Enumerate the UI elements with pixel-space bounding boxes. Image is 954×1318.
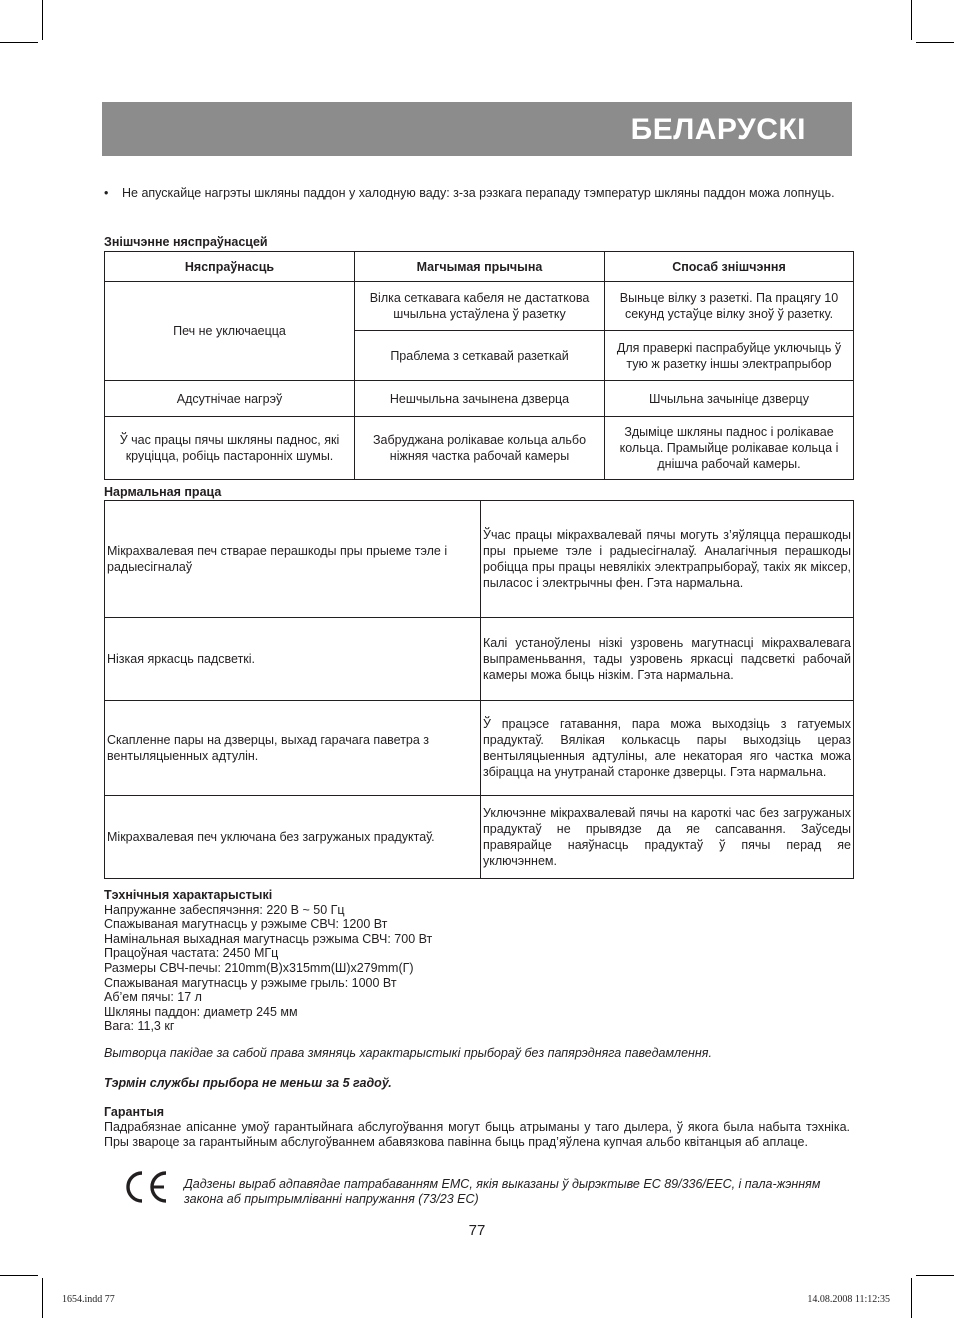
situation-cell: Скапленне пары на дзверцы, выхад гарачага паветра з вентыляцыенных адтулін.	[105, 701, 481, 796]
explanation-cell: Ўчас працы мікрахвалевай пячы могуть з’яўляцца перашкоды пры прыеме тэле і радыесігналаў. Аналагічныя перашкоды робіцца пры працы невялікіх электрапрыбораў, такіх як міксер, пыласос і электрычны фен. Гэта нармальна.	[481, 501, 854, 618]
spec-line: Напружанне забеспячэння: 220 В ~ 50 Гц	[104, 902, 345, 917]
spec-line: Спажываная магутнасць у рэжыме грыль: 1000 Вт	[104, 975, 397, 990]
table-row	[105, 501, 854, 618]
crop-mark	[916, 42, 954, 43]
situation-cell: Мікрахвалевая печ стварае перашкоды пры прыеме тэле і радыесігналаў	[105, 501, 481, 618]
solution-cell: Здыміце шкляны паднос і ролікавае кольца. Прамыйце ролікавае кольца і днішча рабочай камеры.	[605, 417, 854, 480]
solution-cell: Для праверкі паспрабуйце уключыць ў тую ж разетку іншы электрапрыбор	[605, 331, 854, 381]
crop-mark	[42, 0, 43, 40]
specifications	[104, 888, 850, 1034]
table-row	[105, 796, 854, 879]
explanation-cell: Уключэнне мікрахвалевай пячы на кароткі час без загружаных прадуктаў не прывядзе да яе сапсавання. Заўседы правярайце наяўнасць прадуктаў ў пячы перад яе уключэннем.	[481, 796, 854, 879]
problem-cell: Адсутнічае нагрэў	[105, 381, 355, 417]
normal-operation-table	[104, 500, 854, 879]
page-number: 77	[468, 1222, 486, 1239]
cause-cell: Праблема з сеткавай разеткай	[355, 331, 605, 381]
troubleshooting-heading: Знішчэнне няспраўнасцей	[104, 235, 268, 249]
crop-mark	[42, 1278, 43, 1318]
explanation-cell: Ў працэсе гатавання, пара можа выходзіць з гатуемых прадуктаў. Вялікая колькасць пары выходзіць цераз вентыляцыенныя адтуліны, але некаторая яго частка можа збірацца на унутранай старонке дзверцы. Гэта нармальна.	[481, 701, 854, 796]
troubleshooting-table	[104, 251, 854, 480]
spec-line: Працоўная частата: 2450 МГц	[104, 946, 279, 961]
crop-mark	[911, 0, 912, 40]
spec-line: Аб’ем пячы: 17 л	[104, 990, 202, 1005]
crop-mark	[0, 1275, 38, 1276]
crop-mark	[911, 1278, 912, 1318]
situation-cell: Нізкая яркасць падсветкі.	[105, 618, 481, 701]
warning-bullet	[104, 186, 850, 202]
page-title: БЕЛАРУСКІ	[630, 113, 806, 146]
cause-cell: Вілка сеткавага кабеля не дастаткова шчыльна устаўлена ў разетку	[355, 282, 605, 331]
table-row	[105, 417, 854, 480]
spec-line: Размеры СВЧ-печы: 210mm(В)x315mm(Ш)x279mm(Г)	[104, 960, 414, 975]
spec-line: Вага: 11,3 кг	[104, 1019, 175, 1034]
bullet-marker: •	[104, 186, 109, 200]
situation-cell: Мікрахвалевая печ уключана без загружаных прадуктаў.	[105, 796, 481, 879]
spec-line: Намінальная выхадная магутнасць рэжыма СВЧ: 700 Вт	[104, 931, 433, 946]
ce-mark-icon	[122, 1170, 172, 1204]
warranty-text: Падрабязнае апісанне умоў гарантыйнага абслугоўвання могут быць атрыманы у таго дылера, ў якога была набыта тэхніка. Пры звароце за гарантыйным абслугоўваннем абавязкова павінна быць прад’яўлена купчая альбо квітанцыя аб аплаце.	[104, 1120, 850, 1149]
solution-cell: Выньце вілку з разеткі. Па працягу 10 секунд устаўце вілку зноў ў разетку.	[605, 282, 854, 331]
crop-mark	[916, 1275, 954, 1276]
footer-file-info: 1654.indd 77	[62, 1294, 115, 1305]
spec-line: Спажываная магутнасць у рэжыме СВЧ: 1200 Вт	[104, 917, 388, 932]
table-row	[105, 618, 854, 701]
problem-cell: Печ не уключаецца	[105, 282, 355, 381]
service-life-note: Тэрмін службы прыбора не меньш за 5 гадоў.	[104, 1076, 392, 1090]
problem-cell: Ў час працы пячы шкляны паднос, які круціцца, робіць пастаронніх шумы.	[105, 417, 355, 480]
table-row	[105, 282, 854, 331]
column-header: Магчымая прычына	[355, 252, 605, 282]
table-header-row	[105, 252, 854, 282]
crop-mark	[0, 42, 38, 43]
warranty-heading: Гарантыя	[104, 1105, 165, 1119]
cause-cell: Забруджана ролікавае кольца альбо ніжняя частка рабочай камеры	[355, 417, 605, 480]
bullet-text: Не апускайце нагрэты шкляны паддон у халодную ваду: з-за рэзкага перападу тэмператур шкляны паддон можа лопнуць.	[122, 186, 835, 200]
table-row	[105, 381, 854, 417]
column-header: Спосаб знішчэння	[605, 252, 854, 282]
ce-compliance-text: Дадзены выраб адпавядае патрабаванням EMC, якія выказаны ў дырэктыве ЕС 89/336/EEC, і пала-жэнням закона аб прытрымліванні напружання (73/23 ЕС)	[184, 1177, 821, 1206]
footer-timestamp: 14.08.2008 11:12:35	[807, 1294, 890, 1305]
explanation-cell: Калі устаноўлены нізкі узровень магутнасці мікрахвалевага выпраменьвання, тады узровень яркасці падсветкі рабочай камеры можа быць нізкім. Гэта нармальна.	[481, 618, 854, 701]
normal-operation-heading: Нармальная праца	[104, 485, 222, 499]
manufacturer-note: Вытворца пакідае за сабой права змяняць характарыстыкі прыбораў без папярэдняга паведамлення.	[104, 1046, 712, 1060]
specs-heading: Тэхнічныя характарыстыкі	[104, 888, 273, 902]
column-header: Няспраўнасць	[105, 252, 355, 282]
solution-cell: Шчыльна зачыніце дзверцу	[605, 381, 854, 417]
spec-line: Шкляны паддон: диаметр 245 мм	[104, 1004, 298, 1019]
header-bar	[102, 102, 852, 156]
table-row	[105, 701, 854, 796]
cause-cell: Нешчыльна зачынена дзверца	[355, 381, 605, 417]
